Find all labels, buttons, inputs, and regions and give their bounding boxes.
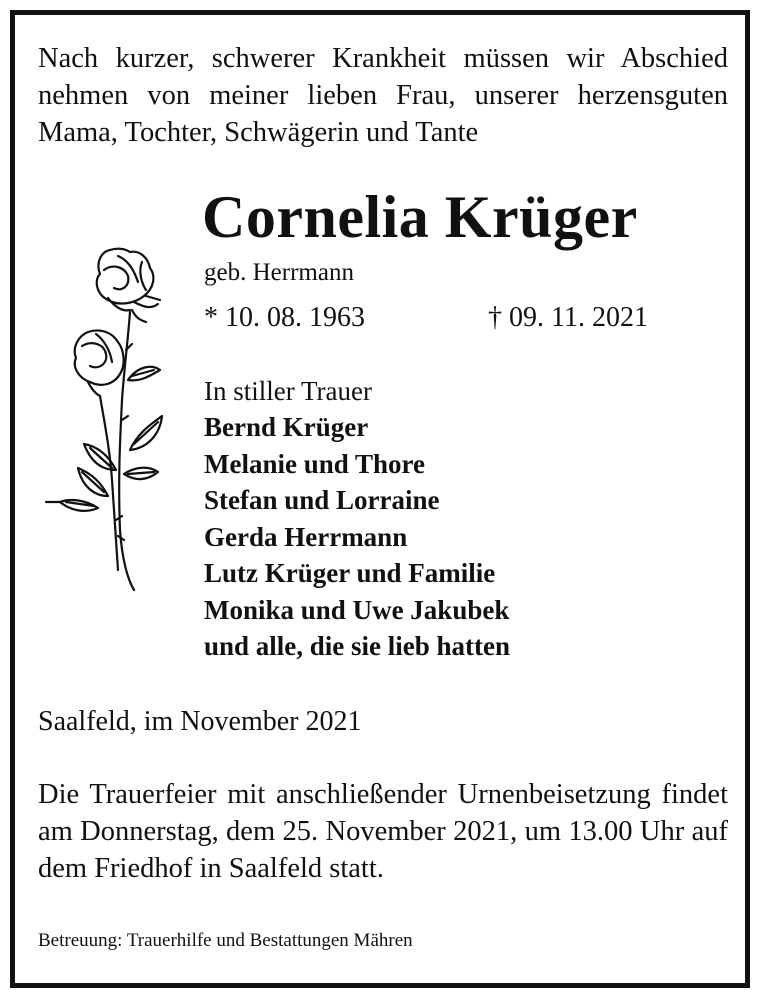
rose-icon [38,240,168,595]
maiden-name: geb. Herrmann [204,259,354,286]
mourner-name: Bernd Krüger [204,412,369,442]
birth-date: * 10. 08. 1963 [204,302,365,333]
place-date: Saalfeld, im November 2021 [38,706,362,737]
mourner-name: Gerda Herrmann [204,521,408,552]
mourner-name: Stefan und Lorraine [204,485,440,515]
mourner-name: Lutz Krüger und Familie [204,558,496,588]
mourning-lead: In stiller Trauer [204,376,372,406]
mourner-closing: und alle, die sie lieb hatten [204,631,511,661]
mourners-list [204,409,510,665]
ceremony-text: Die Trauerfeier mit anschließender Urnenbeisetzung findet am Donnerstag, dem 25. November 2021, um 13.00 Uhr auf dem Friedhof in Saalfeld statt. [38,779,728,884]
funeral-service-note: Betreuung: Trauerhilfe und Bestattungen Mähren [38,930,413,951]
mourner-name: Monika und Uwe Jakubek [204,594,510,625]
deceased-name: Cornelia Krüger [202,184,638,250]
mourner-name: Melanie und Thore [204,448,426,479]
death-date: † 09. 11. 2021 [488,302,648,333]
intro-text: Nach kurzer, schwerer Krankheit müssen wir Abschied nehmen von meiner lieben Frau, unserer herzensguten Mama, Tochter, Schwägerin und Tante [38,43,728,148]
